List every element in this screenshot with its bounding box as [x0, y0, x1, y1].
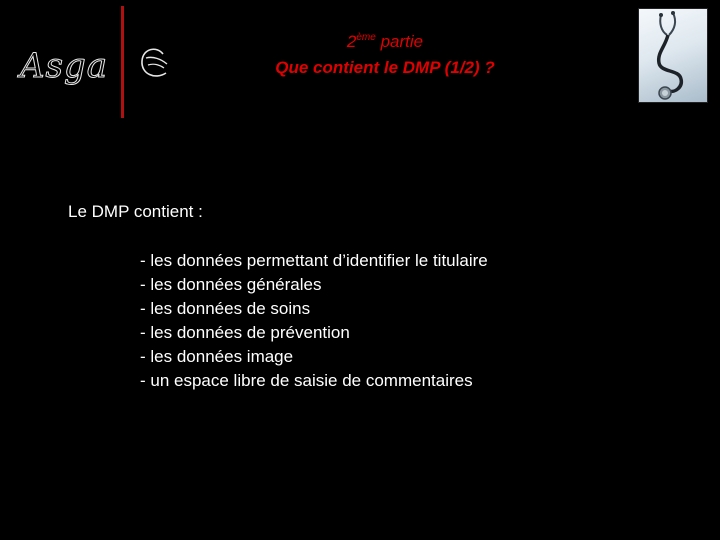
content-intro: Le DMP contient :	[68, 202, 203, 221]
list-item: - les données générales	[140, 275, 322, 294]
logo-c-mark-icon	[137, 44, 173, 84]
slide-header	[230, 26, 540, 80]
list-item: - les données permettant d’identifier le titulaire	[140, 251, 488, 270]
asga-logo	[14, 6, 184, 118]
logo-divider	[121, 6, 124, 118]
part-word: partie	[380, 32, 424, 51]
stethoscope-image	[638, 8, 708, 103]
part-number: 2	[346, 32, 357, 51]
part-label	[230, 26, 540, 54]
part-suffix: ème	[356, 32, 376, 43]
content-list	[140, 249, 488, 393]
stethoscope-icon	[639, 9, 707, 102]
list-item: - un espace libre de saisie de commentaires	[140, 371, 473, 390]
list-item: - les données image	[140, 347, 294, 366]
logo-wordmark: Asga	[20, 46, 109, 86]
list-item: - les données de soins	[140, 299, 311, 318]
slide-title: Que contient le DMP (1/2) ?	[275, 58, 495, 77]
list-item: - les données de prévention	[140, 323, 350, 342]
